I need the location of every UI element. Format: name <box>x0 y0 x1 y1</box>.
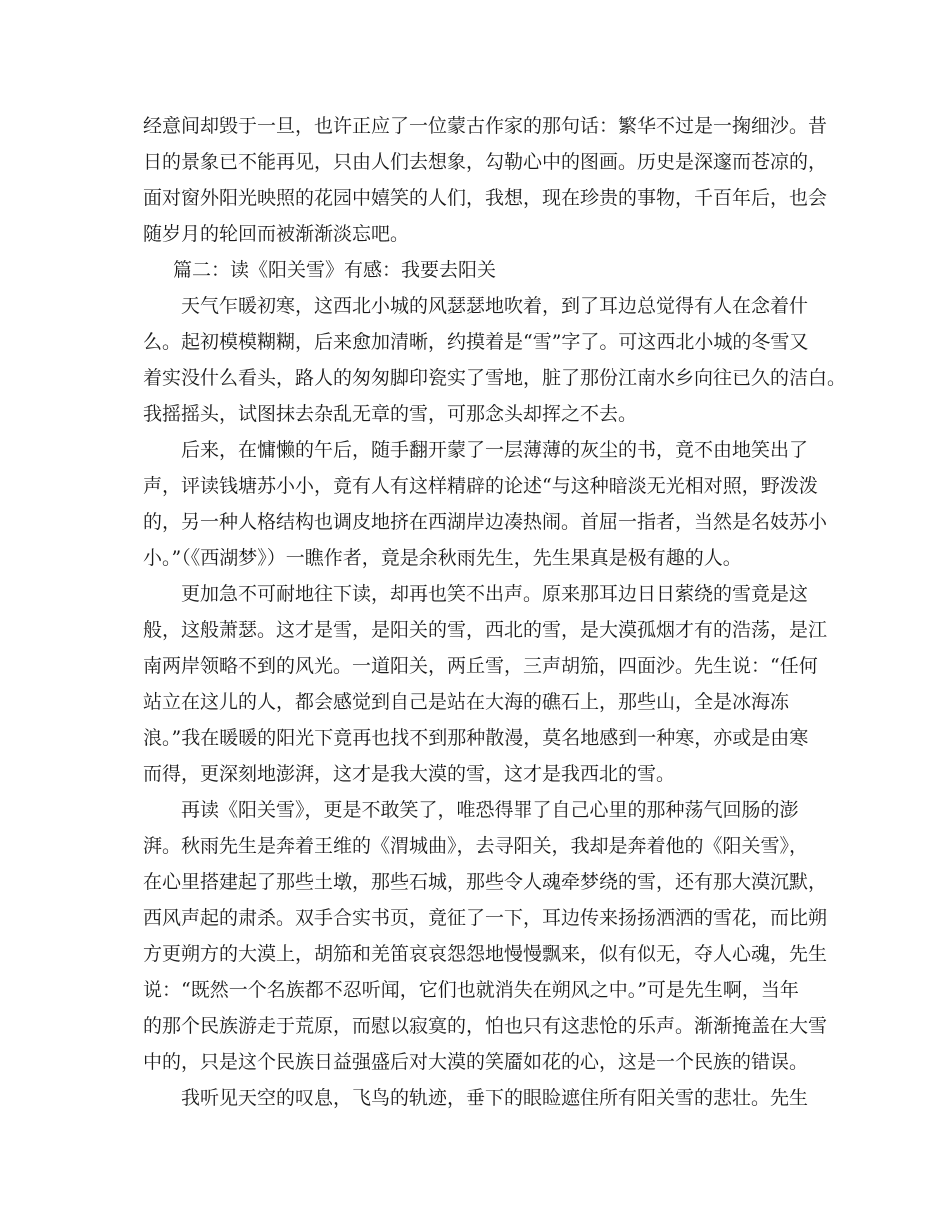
document-body <box>143 108 847 1116</box>
text-line: 般，这般萧瑟。这才是雪，是阳关的雪，西北的雪，是大漠孤烟才有的浩荡，是江 <box>143 619 828 641</box>
text-line: 再读《阳关雪》，更是不敢笑了，唯恐得罪了自己心里的那种荡气回肠的澎 <box>181 799 799 821</box>
text-line: 在心里搭建起了那些土墩，那些石城，那些令人魂牵梦绕的雪，还有那大漠沉默， <box>143 871 828 893</box>
paragraph <box>143 1080 823 1116</box>
text-line: 我摇摇头，试图抹去杂乱无章的雪，可那念头却挥之不去。 <box>143 403 638 425</box>
text-line: 方更朔方的大漠上，胡笳和羌笛哀哀怨怨地慢慢飘来，似有似无，夺人心魂，先生 <box>143 943 828 965</box>
text-line: 更加急不可耐地往下读，却再也笑不出声。原来那耳边日日萦绕的雪竟是这 <box>181 583 809 605</box>
section-heading: 篇二：读《阳关雪》有感：我要去阳关 <box>173 259 497 281</box>
text-line: 站立在这儿的人，都会感觉到自己是站在大海的礁石上，那些山，全是冰海冻 <box>143 691 790 713</box>
text-line: 声，评读钱塘苏小小，竟有人有这样精辟的论述“与这种暗淡无光相对照，野泼泼 <box>143 475 818 497</box>
text-line: 中的，只是这个民族日益强盛后对大漠的笑靥如花的心，这是一个民族的错误。 <box>143 1051 809 1073</box>
text-line: 日的景象已不能再见，只由人们去想象，勾勒心中的图画。历史是深邃而苍凉的， <box>143 151 828 173</box>
paragraph <box>143 792 828 1080</box>
text-line: 着实没什么看头，路人的匆匆脚印瓷实了雪地，脏了那份江南水乡向往已久的洁白。 <box>143 367 847 389</box>
paragraph <box>143 576 828 792</box>
text-line: 么。起初模模糊糊，后来愈加清晰，约摸着是“雪”字了。可这西北小城的冬雪又 <box>143 331 809 353</box>
text-line: 的，另一种人格结构也调皮地挤在西湖岸边凑热闹。首屈一指者，当然是名妓苏小 <box>143 511 828 533</box>
text-line: 的那个民族游走于荒原，而慰以寂寞的，怕也只有这悲怆的乐声。渐渐掩盖在大雪 <box>143 1015 828 1037</box>
text-line: 湃。秋雨先生是奔着王维的《渭城曲》，去寻阳关，我却是奔着他的《阳关雪》， <box>143 835 809 857</box>
text-line: 小。”（《西湖梦》）一瞧作者，竟是余秋雨先生，先生果真是极有趣的人。 <box>143 547 742 569</box>
text-line: 而得，更深刻地澎湃，这才是我大漠的雪，这才是我西北的雪。 <box>143 763 676 785</box>
text-line: 说：“既然一个名族都不忍听闻，它们也就消失在朔风之中。”可是先生啊，当年 <box>143 979 799 1001</box>
text-line: 随岁月的轮回而被渐渐淡忘吧。 <box>143 223 410 245</box>
text-line: 面对窗外阳光映照的花园中嬉笑的人们，我想，现在珍贵的事物，千百年后，也会 <box>143 187 828 209</box>
text-line: 经意间却毁于一旦，也许正应了一位蒙古作家的那句话：繁华不过是一掬细沙。昔 <box>143 115 828 137</box>
paragraph <box>143 432 828 576</box>
text-line: 浪。”我在暖暖的阳光下竟再也找不到那种散漫，莫名地感到一种寒，亦或是由寒 <box>143 727 809 749</box>
text-line: 后来，在慵懒的午后，随手翻开蒙了一层薄薄的灰尘的书，竟不由地笑出了 <box>181 439 809 461</box>
text-line: 南两岸领略不到的风光。一道阳关，两丘雪，三声胡笳，四面沙。先生说：“任何 <box>143 655 818 677</box>
text-line: 西风声起的肃杀。双手合实书页，竟征了一下，耳边传来扬扬洒洒的雪花，而比朔 <box>143 907 828 929</box>
text-line: 我听见天空的叹息，飞鸟的轨迹，垂下的眼睑遮住所有阳关雪的悲壮。先生 <box>181 1087 809 1109</box>
paragraph <box>143 288 847 432</box>
text-line: 天气乍暖初寒，这西北小城的风瑟瑟地吹着，到了耳边总觉得有人在念着什 <box>181 295 809 317</box>
